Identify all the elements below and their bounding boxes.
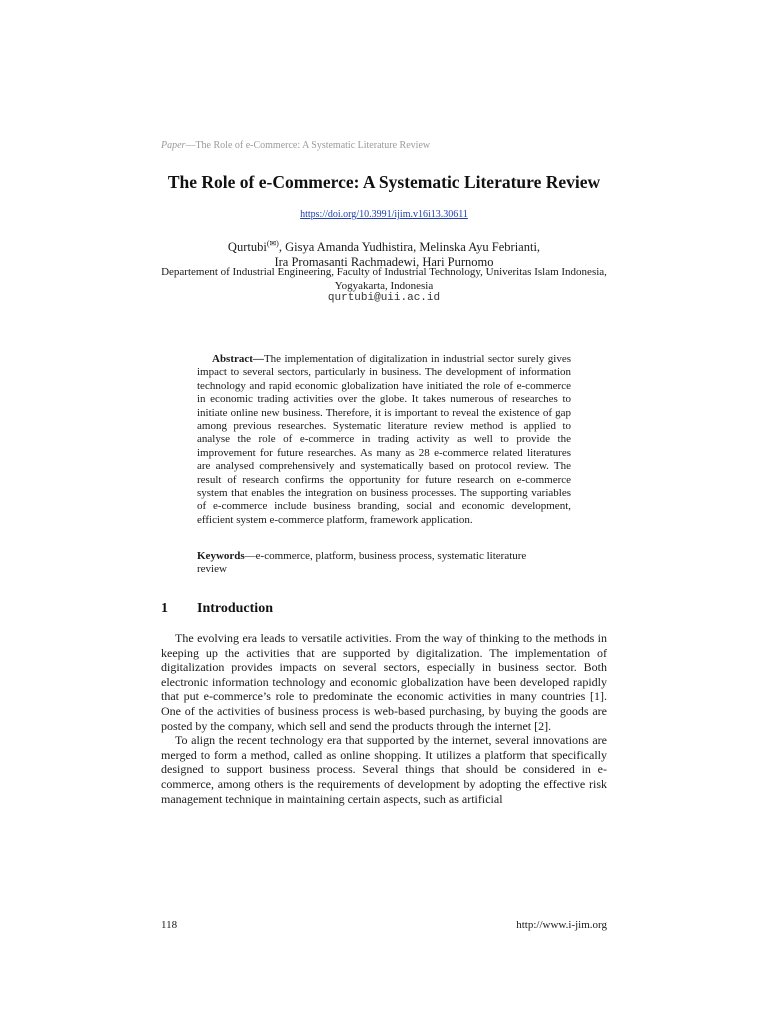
co-authors: , Gisya Amanda Yudhistira, Melinska Ayu Febrianti, xyxy=(278,240,541,255)
section-heading xyxy=(161,601,273,617)
abstract xyxy=(197,353,571,527)
author-line-2: Ira Promasanti Rachmadewi, Hari Purnomo xyxy=(274,255,494,270)
doi-line xyxy=(0,209,768,220)
running-head xyxy=(161,140,430,151)
envelope-mark: (✉) xyxy=(266,239,279,248)
section-title: Introduction xyxy=(197,601,273,616)
paper-title: The Role of e-Commerce: A Systematic Literature Review xyxy=(167,172,601,192)
corresponding-author: Qurtubi xyxy=(227,240,267,255)
paragraph: To align the recent technology era that supported by the internet, several innovations are merged to form a method, called as online shopping. It utilizes a platform that specifically designed to support business process. Several things that should be considered in e-commerce, among others is the requirements of development by adopting the effective risk management technique in maintaining certain aspects, such as artificial xyxy=(161,733,607,806)
author-line-1 xyxy=(0,236,768,255)
abstract-text: The implementation of digitalization in industrial sector surely gives impact to several sectors, particularly in business. The development of information technology and rapid economic globalization have initiated the role of e-commerce in economic trading activities over the globe. It takes numerous of researches to initiate online new business. Therefore, it is important to reveal the existence of gap among previous researches. Systematic literature review method is applied to analyse the role of e-commerce in trading activity as well to provide the improvement for future researches. As many as 28 e-commerce related literatures are analysed comprehensively and systematically based on protocol review. The result of research confirms the opportunity for future research on e-commerce system that enables the integration on business processes. The supporting variables of e-commerce include business branding, social and economic development, efficient system e-commerce platform, framework application. xyxy=(197,353,571,526)
keywords-label: Keywords xyxy=(197,550,245,562)
paragraph: The evolving era leads to versatile activities. From the way of thinking to the methods in keeping up the activities that are supported by digitalization. The implementation of digitalization provides impacts on several sectors, especially in business sector. Both electronic information technology and economic globalization have been developed rapidly that put e-commerce’s role to predominate the economic activities in many countries [1]. One of the activities of business process is web-based purchasing, by buying the goods are posted by the company, which sell and send the products through the internet [2]. xyxy=(161,631,607,733)
affiliation: Departement of Industrial Engineering, Faculty of Industrial Technology, Univeritas Islam Indonesia, Yogyakarta, Indonesia xyxy=(161,266,607,292)
abstract-label: Abstract— xyxy=(212,353,264,365)
running-head-text: —The Role of e-Commerce: A Systematic Literature Review xyxy=(185,140,431,151)
introduction-body xyxy=(161,631,607,806)
page-number: 118 xyxy=(161,919,178,931)
section-number: 1 xyxy=(161,601,168,616)
keywords-text: —e-commerce, platform, business process, systematic literature review xyxy=(197,550,527,576)
author-email: qurtubi@uii.ac.id xyxy=(327,292,441,304)
doi-link[interactable]: https://doi.org/10.3991/ijim.v16i13.30611 xyxy=(300,209,468,220)
keywords xyxy=(197,550,557,577)
running-head-prefix: Paper xyxy=(161,140,186,151)
journal-url: http://www.i-jim.org xyxy=(516,919,607,931)
